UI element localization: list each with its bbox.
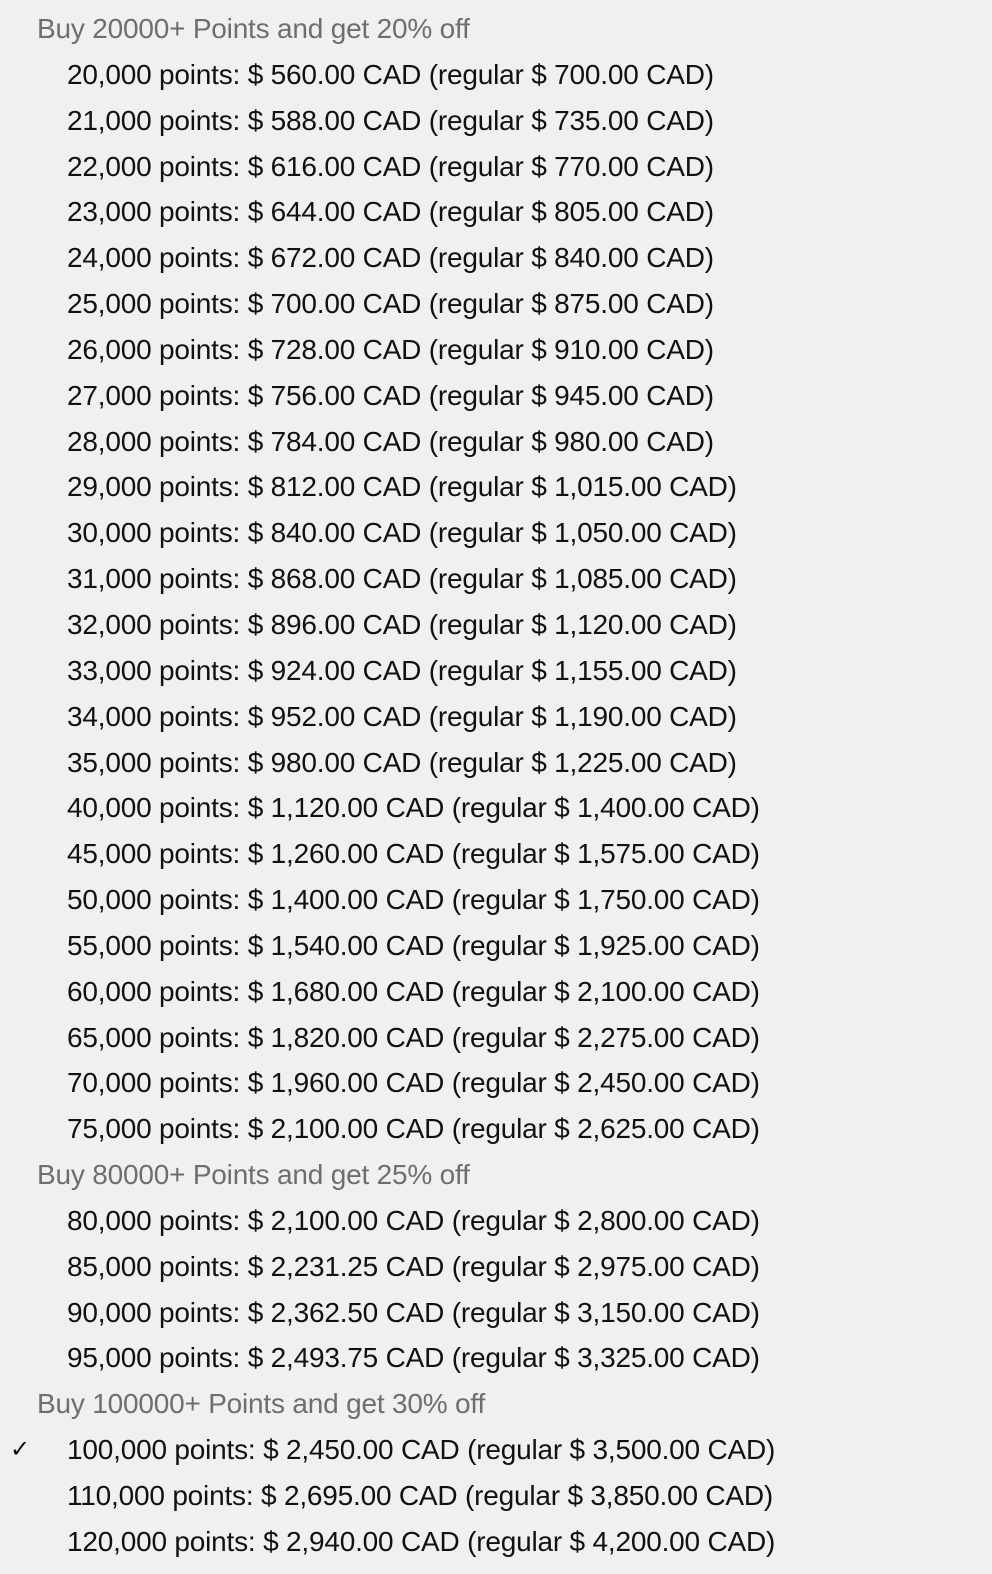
menu-option[interactable] xyxy=(0,877,992,923)
option-label: 40,000 points: $ 1,120.00 CAD (regular $ 1,400.00 CAD) xyxy=(67,792,760,824)
option-group-header: Buy 100000+ Points and get 30% off xyxy=(37,1388,486,1420)
menu-option[interactable] xyxy=(0,923,992,969)
menu-option[interactable] xyxy=(0,1519,992,1565)
menu-option[interactable] xyxy=(0,419,992,465)
menu-option[interactable] xyxy=(0,1290,992,1336)
menu-option[interactable] xyxy=(0,740,992,786)
menu-option[interactable] xyxy=(0,785,992,831)
option-group-header: Buy 80000+ Points and get 25% off xyxy=(37,1159,470,1191)
option-label: 65,000 points: $ 1,820.00 CAD (regular $ 2,275.00 CAD) xyxy=(67,1021,760,1053)
menu-option[interactable] xyxy=(0,281,992,327)
checkmark-icon: ✓ xyxy=(10,1436,30,1464)
menu-option[interactable] xyxy=(0,1335,992,1381)
option-label: 120,000 points: $ 2,940.00 CAD (regular $ 4,200.00 CAD) xyxy=(67,1525,776,1557)
option-label: 70,000 points: $ 1,960.00 CAD (regular $ 2,450.00 CAD) xyxy=(67,1067,760,1099)
menu-option[interactable] xyxy=(0,556,992,602)
option-label: 29,000 points: $ 812.00 CAD (regular $ 1,015.00 CAD) xyxy=(67,471,737,503)
menu-option[interactable] xyxy=(0,969,992,1015)
menu-option[interactable] xyxy=(0,1473,992,1519)
menu-option[interactable] xyxy=(0,327,992,373)
option-label: 34,000 points: $ 952.00 CAD (regular $ 1,190.00 CAD) xyxy=(67,700,737,732)
option-label: 85,000 points: $ 2,231.25 CAD (regular $ 2,975.00 CAD) xyxy=(67,1250,760,1282)
menu-option[interactable] xyxy=(0,648,992,694)
menu-option[interactable] xyxy=(0,1106,992,1152)
option-label: 100,000 points: $ 2,450.00 CAD (regular $ 3,500.00 CAD) xyxy=(67,1434,776,1466)
option-label: 50,000 points: $ 1,400.00 CAD (regular $ 1,750.00 CAD) xyxy=(67,884,760,916)
option-label: 23,000 points: $ 644.00 CAD (regular $ 805.00 CAD) xyxy=(67,196,714,228)
option-label: 30,000 points: $ 840.00 CAD (regular $ 1,050.00 CAD) xyxy=(67,517,737,549)
option-label: 90,000 points: $ 2,362.50 CAD (regular $ 3,150.00 CAD) xyxy=(67,1296,760,1328)
menu-option[interactable] xyxy=(0,510,992,556)
option-label: 35,000 points: $ 980.00 CAD (regular $ 1,225.00 CAD) xyxy=(67,746,737,778)
menu-option[interactable] xyxy=(0,1060,992,1106)
option-label: 75,000 points: $ 2,100.00 CAD (regular $ 2,625.00 CAD) xyxy=(67,1113,760,1145)
option-label: 27,000 points: $ 756.00 CAD (regular $ 945.00 CAD) xyxy=(67,379,714,411)
option-label: 110,000 points: $ 2,695.00 CAD (regular $ 3,850.00 CAD) xyxy=(67,1480,774,1511)
option-label: 26,000 points: $ 728.00 CAD (regular $ 910.00 CAD) xyxy=(67,333,714,365)
option-label: 32,000 points: $ 896.00 CAD (regular $ 1,120.00 CAD) xyxy=(67,608,737,640)
menu-option[interactable] xyxy=(0,1244,992,1290)
option-label: 20,000 points: $ 560.00 CAD (regular $ 700.00 CAD) xyxy=(67,58,714,90)
menu-option[interactable] xyxy=(0,1015,992,1061)
menu-option[interactable] xyxy=(0,235,992,281)
option-label: 95,000 points: $ 2,493.75 CAD (regular $ 3,325.00 CAD) xyxy=(67,1342,760,1374)
menu-option[interactable] xyxy=(0,98,992,144)
menu-option[interactable] xyxy=(0,52,992,98)
option-label: 21,000 points: $ 588.00 CAD (regular $ 735.00 CAD) xyxy=(67,104,714,136)
option-label: 25,000 points: $ 700.00 CAD (regular $ 875.00 CAD) xyxy=(67,288,714,320)
option-group-header: Buy 20000+ Points and get 20% off xyxy=(37,13,470,44)
menu-option[interactable] xyxy=(0,1198,992,1244)
option-label: 33,000 points: $ 924.00 CAD (regular $ 1,155.00 CAD) xyxy=(67,654,737,686)
option-label: 22,000 points: $ 616.00 CAD (regular $ 770.00 CAD) xyxy=(67,150,714,182)
menu-option[interactable] xyxy=(0,464,992,510)
menu-option[interactable] xyxy=(0,694,992,740)
menu-option[interactable] xyxy=(0,189,992,235)
menu-option-selected[interactable] xyxy=(0,1427,992,1473)
menu-option[interactable] xyxy=(0,373,992,419)
option-label: 60,000 points: $ 1,680.00 CAD (regular $ 2,100.00 CAD) xyxy=(67,975,760,1007)
menu-option[interactable] xyxy=(0,602,992,648)
menu-option[interactable] xyxy=(0,831,992,877)
option-label: 55,000 points: $ 1,540.00 CAD (regular $ 1,925.00 CAD) xyxy=(67,929,760,961)
option-label: 24,000 points: $ 672.00 CAD (regular $ 840.00 CAD) xyxy=(67,242,714,274)
menu-option[interactable] xyxy=(0,144,992,190)
option-label: 45,000 points: $ 1,260.00 CAD (regular $ 1,575.00 CAD) xyxy=(67,838,760,870)
option-label: 28,000 points: $ 784.00 CAD (regular $ 980.00 CAD) xyxy=(67,425,714,457)
option-label: 31,000 points: $ 868.00 CAD (regular $ 1,085.00 CAD) xyxy=(67,563,737,595)
option-label: 80,000 points: $ 2,100.00 CAD (regular $ 2,800.00 CAD) xyxy=(67,1204,760,1236)
